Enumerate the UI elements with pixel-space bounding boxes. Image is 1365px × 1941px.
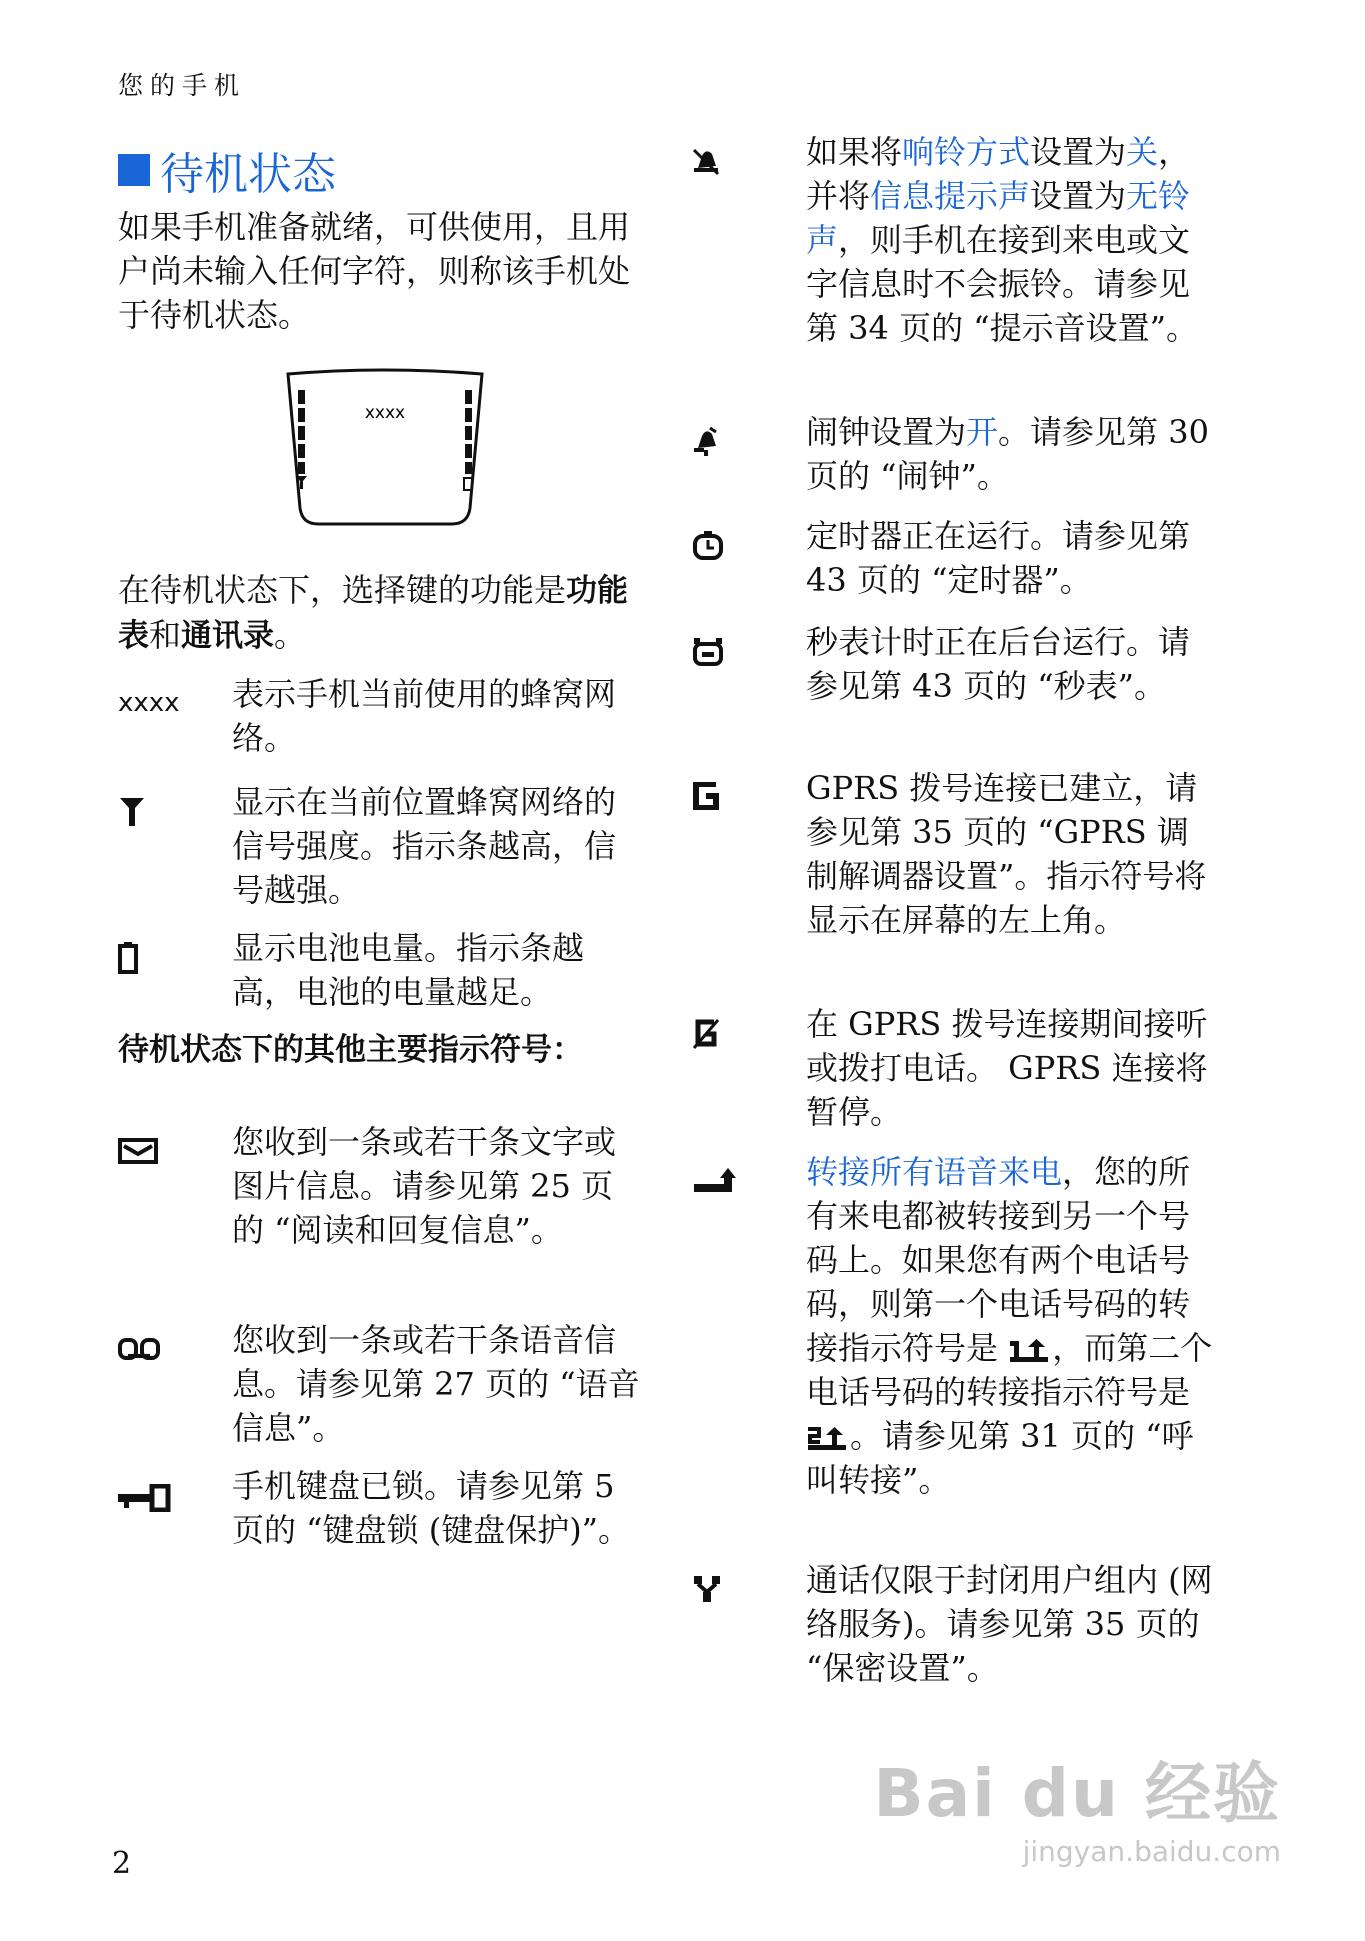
selection-key-menu: 功能表	[118, 573, 629, 654]
silent-mode-description	[806, 130, 1216, 350]
silent-text-1: 如果将	[806, 133, 903, 171]
signal-strength-description: 显示在当前位置蜂窝网络的信号强度。指示条越高，信号越强。	[232, 783, 617, 909]
divert-text-3: 。请参见第 31 页的 “呼叫转接”。	[806, 1417, 1194, 1499]
other-indicators-heading: 待机状态下的其他主要指示符号：	[118, 1032, 583, 1068]
ringing-type-link: 响铃方式	[902, 133, 1031, 171]
section-heading	[118, 138, 336, 202]
stopwatch-icon	[692, 636, 724, 666]
selection-key-contacts: 通讯录	[181, 618, 275, 654]
intro-paragraph: 如果手机准备就绪，可供使用，且用户尚未输入任何字符，则称该手机处于待机状态。	[118, 208, 631, 334]
network-name-description: 表示手机当前使用的蜂窝网络。	[232, 675, 617, 757]
signal-antenna-icon	[118, 796, 146, 828]
message-alert-tone-link: 信息提示声	[870, 177, 1031, 215]
watermark-url: jingyan.baidu.com	[1022, 1835, 1281, 1868]
battery-icon	[118, 942, 138, 974]
selection-keys-suffix: 。	[274, 616, 307, 654]
envelope-icon	[118, 1138, 158, 1164]
key-lock-icon	[118, 1484, 172, 1512]
call-divert-description	[806, 1150, 1216, 1502]
silent-text-4: 设置为	[1030, 177, 1127, 215]
alarm-text-1: 闹钟设置为	[806, 413, 967, 451]
silent-bell-icon	[692, 146, 720, 176]
watermark-brand: Bai du 经验	[873, 1755, 1281, 1832]
alarm-clock-icon	[692, 426, 720, 456]
silent-text-2: 设置为	[1030, 133, 1127, 171]
baidu-jingyan-watermark	[873, 1740, 1281, 1868]
phone-screen-illustration	[282, 368, 488, 530]
running-header: 您的手机	[118, 71, 247, 100]
voicemail-icon	[118, 1338, 160, 1362]
off-link: 关	[1126, 133, 1159, 171]
heading-square-icon	[118, 154, 150, 186]
divert-line-1-icon	[1008, 1337, 1052, 1365]
divert-line-2-icon	[806, 1425, 850, 1453]
gprs-icon	[692, 782, 720, 810]
silent-text-3: ，并将	[806, 133, 1191, 215]
alarm-text-2: 。请参见第 30 页的 “闹钟”。	[806, 413, 1209, 495]
selection-keys-and: 和	[149, 616, 182, 654]
battery-description: 显示电池电量。指示条越高，电池的电量越足。	[232, 929, 585, 1011]
page-number: 2	[112, 1846, 132, 1881]
gprs-suspended-description: 在 GPRS 拨号连接期间接听或拨打电话。 GPRS 连接将暂停。	[806, 1005, 1208, 1131]
closed-user-group-description: 通话仅限于封闭用户组内 (网络服务)。请参见第 35 页的 “保密设置”。	[806, 1561, 1213, 1687]
gprs-suspended-icon	[692, 1018, 720, 1050]
gprs-description: GPRS 拨号连接已建立，请参见第 35 页的 “GPRS 调制解调器设置”。指示符号将显示在屏幕的左上角。	[806, 769, 1207, 939]
key-lock-description: 手机键盘已锁。请参见第 5 页的 “键盘锁 (键盘保护)”。	[232, 1467, 631, 1549]
text-message-description: 您收到一条或若干条文字或图片信息。请参见第 25 页的 “阅读和回复信息”。	[232, 1123, 617, 1249]
no-tone-link: 无铃声	[806, 177, 1191, 259]
divert-all-voice-calls-link: 转接所有语音来电	[806, 1153, 1063, 1191]
alarm-description	[806, 410, 1216, 498]
divert-text-2: ，而第二个电话号码的转接指示符号是	[806, 1329, 1213, 1411]
section-title: 待机状态	[160, 149, 336, 200]
stopwatch-description: 秒表计时正在后台运行。请参见第 43 页的 “秒表”。	[806, 623, 1191, 705]
timer-icon	[692, 530, 724, 560]
silent-text-5: ，则手机在接到来电或文字信息时不会振铃。请参见第 34 页的 “提示音设置”。	[806, 221, 1198, 347]
voice-message-description: 您收到一条或若干条语音信息。请参见第 27 页的 “语音信息”。	[232, 1321, 640, 1447]
closed-user-group-icon	[692, 1574, 722, 1604]
divert-text-1: ，您的所有来电都被转接到另一个号码上。如果您有两个电话号码，则第一个电话号码的转接指示符号是	[806, 1153, 1191, 1367]
call-divert-icon	[692, 1166, 744, 1196]
selection-keys-paragraph	[118, 568, 638, 658]
timer-description: 定时器正在运行。请参见第 43 页的 “定时器”。	[806, 517, 1191, 599]
alarm-on-link: 开	[966, 413, 999, 451]
screen-network-text: xxxx	[364, 403, 406, 423]
network-name-label: xxxx	[118, 688, 180, 718]
selection-keys-prefix: 在待机状态下，选择键的功能是	[118, 571, 567, 609]
